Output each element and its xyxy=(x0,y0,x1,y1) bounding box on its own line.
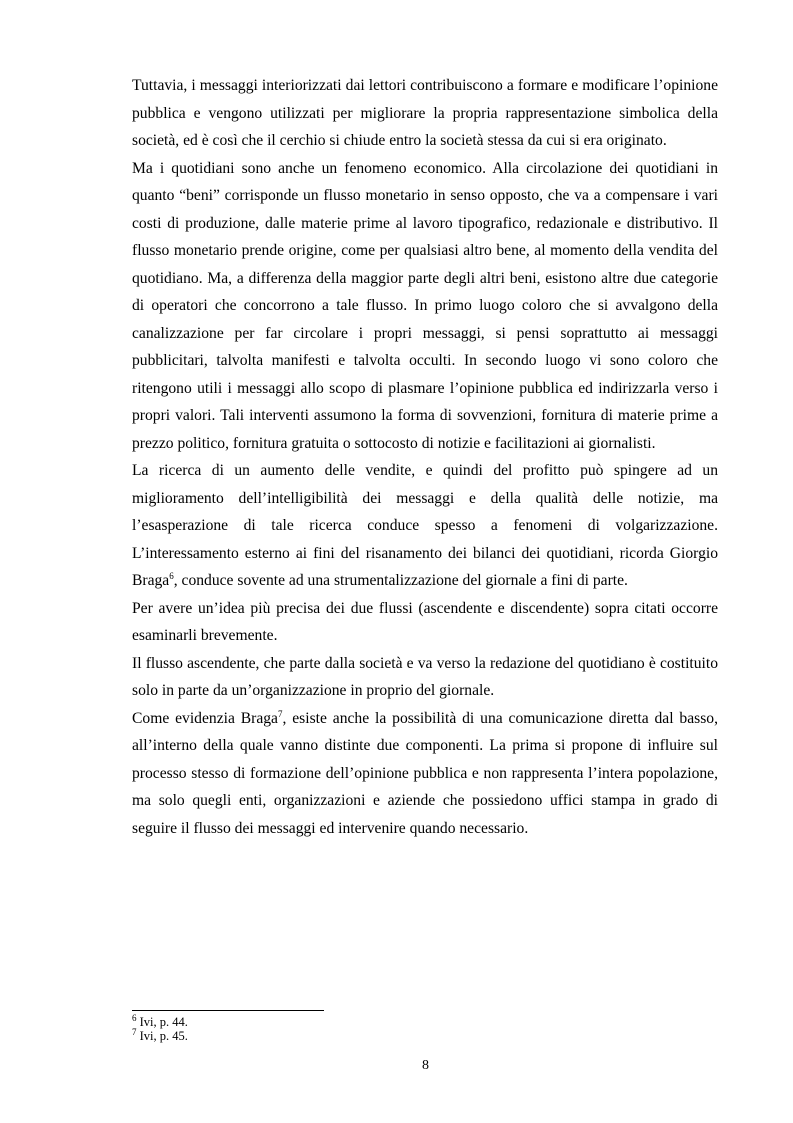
footnote-text: Ivi, p. 45. xyxy=(136,1029,188,1043)
paragraph-2: Ma i quotidiani sono anche un fenomeno economico. Alla circolazione dei quotidiani in quanto “beni” corrisponde un flusso monetario in senso opposto, che va a compensare i vari costi di produzione, dalle materie prime al lavoro tipografico, redazionale e distributivo. Il flusso monetario prende origine, come per qualsiasi altro bene, al momento della vendita del quotidiano. Ma, a differenza della maggior parte degli altri beni, esistono altre due categorie di operatori che concorrono a tale flusso. In primo luogo coloro che si avvalgono della canalizzazione per far circolare i propri messaggi, si pensi soprattutto ai messaggi pubblicitari, talvolta manifesti e talvolta occulti. In secondo luogo vi sono coloro che ritengono utili i messaggi allo scopo di plasmare l’opinione pubblica ed indirizzarla verso i propri valori. Tali interventi assumono la forma di sovvenzioni, fornitura di materie prime a prezzo politico, fornitura gratuita o sottocosto di notizie e facilitazioni ai giornalisti. xyxy=(132,159,718,452)
paragraph-3 xyxy=(132,457,718,595)
page-number: 8 xyxy=(422,1058,429,1073)
paragraph-5: Il flusso ascendente, che parte dalla società e va verso la redazione del quotidiano è costituito solo in parte da un’organizzazione in proprio del giornale. xyxy=(132,654,718,699)
paragraph-3-text-after: , conduce sovente ad una strumentalizzazione del giornale a fini di parte. xyxy=(173,572,628,589)
paragraph-3-text-before: La ricerca di un aumento delle vendite, e quindi del profitto può spingere ad un miglioramento dell’intelligibilità dei messaggi e della qualità delle notizie, ma l’esasperazione di tale ricerca conduce spesso a fenomeni di volgarizzazione. L’interessamento esterno ai fini del risanamento dei bilanci dei quotidiani, ricorda Giorgio Braga xyxy=(132,462,718,589)
footnote-text: Ivi, p. 44. xyxy=(136,1015,188,1029)
footnotes xyxy=(132,1012,718,1043)
paragraph-1: Tuttavia, i messaggi interiorizzati dai lettori contribuiscono a formare e modificare l’opinione pubblica e vengono utilizzati per migliorare la propria rappresentazione simbolica della società, ed è così che il cerchio si chiude entro la società stessa da cui si era originato. xyxy=(132,77,718,149)
footnote-number: 7 xyxy=(132,1026,137,1037)
paragraph-6-text-after: , esiste anche la possibilità di una comunicazione diretta dal basso, all’interno della quale vanno distinte due componenti. La prima si propone di influire sul processo stesso di formazione dell’opinione pubblica e non rappresenta l’intera popolazione, ma solo quegli enti, organizzazioni e aziende che possiedono uffici stampa in grado di seguire il flusso dei messaggi ed intervenire quando necessario. xyxy=(132,709,718,837)
footnote-6 xyxy=(132,1012,718,1029)
paragraph-6 xyxy=(132,705,718,843)
footnote-number: 6 xyxy=(132,1012,137,1023)
paragraph-4: Per avere un’idea più precisa dei due flussi (ascendente e discendente) sopra citati occorre esaminarli brevemente. xyxy=(132,599,718,644)
footnote-ref-6[interactable]: 6 xyxy=(169,570,174,581)
body-text xyxy=(132,72,718,842)
footnote-divider xyxy=(132,1010,324,1011)
footnote-7 xyxy=(132,1026,718,1043)
paragraph-6-text-before: Come evidenzia Braga xyxy=(132,709,278,727)
footnote-ref-7[interactable]: 7 xyxy=(277,708,283,719)
